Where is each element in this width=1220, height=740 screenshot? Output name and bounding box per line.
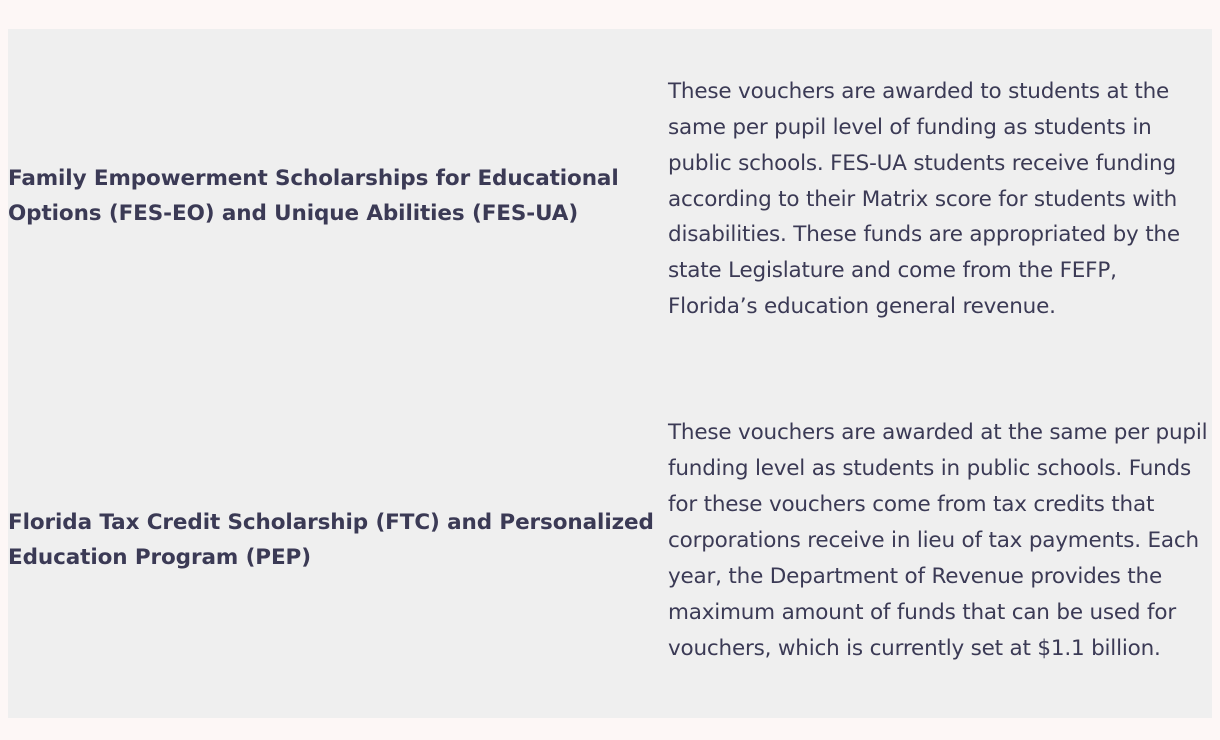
program-name-text: Florida Tax Credit Scholarship (FTC) and Personalized Education Program (PEP) (8, 510, 654, 570)
table-row (8, 29, 1212, 364)
program-name-text: Family Empowerment Scholarships for Educational Options (FES-EO) and Unique Abilities (FES-UA) (8, 165, 619, 226)
program-description-cell (668, 29, 1212, 364)
page-bottom-margin (0, 718, 1220, 740)
voucher-programs-table (8, 29, 1212, 718)
page-top-margin (0, 0, 1220, 29)
program-description-cell (668, 364, 1212, 718)
voucher-programs-table-container (8, 29, 1212, 718)
program-description-text: These vouchers are awarded to students at the same per pupil level of funding as students in public schools. FES-UA students receive funding according to their Matrix score for students with disabilities. These funds are appropriated by the state Legislature and come from the FEFP, Florida’s education general revenue. (668, 78, 1180, 320)
program-description-text: These vouchers are awarded at the same per pupil funding level as students in public schools. Funds for these vouchers come from tax credits that corporations receive in lieu of tax payments. Each year, the Department of Revenue provides the maximum amount of funds that can be used for vouchers, which is currently set at $1.1 billion. (668, 420, 1208, 661)
program-name-cell (8, 364, 668, 718)
table-row (8, 364, 1212, 718)
program-name-cell (8, 29, 668, 364)
